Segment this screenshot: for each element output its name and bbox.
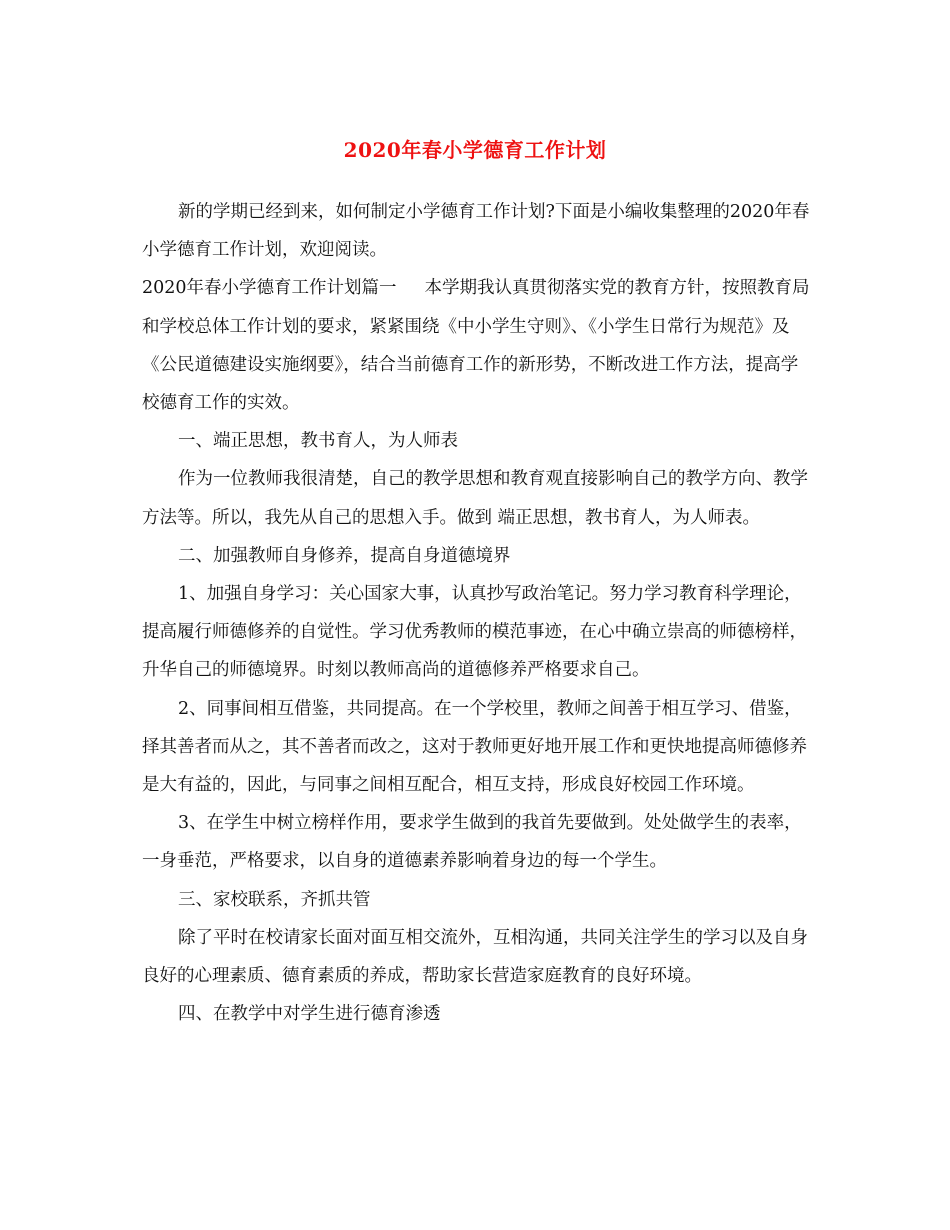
- section-intro-paragraph: [142, 269, 812, 422]
- paragraph: 除了平时在校请家长面对面互相交流外，互相沟通，共同关注学生的学习以及自身良好的心理素质、德育素质的养成，帮助家长营造家庭教育的良好环境。: [142, 927, 808, 987]
- article-heading: 2020年春小学德育工作计划篇一: [142, 278, 397, 299]
- section-heading-4: 四、在教学中对学生进行德育渗透: [178, 1004, 441, 1025]
- section-heading-3: 三、家校联系，齐抓共管: [178, 889, 371, 910]
- intro-paragraph: 新的学期已经到来，如何制定小学德育工作计划?下面是小编收集整理的2020年春小学德育工作计划，欢迎阅读。: [142, 202, 810, 261]
- paragraph: 作为一位教师我很清楚，自己的教学思想和教育观直接影响自己的教学方向、教学方法等。所以，我先从自己的思想入手。做到 端正思想，教书育人，为人师表。: [142, 469, 808, 528]
- article-lead-text: 本学期我认真贯彻落实党的教育方针，按照教育局和学校总体工作计划的要求，紧紧围绕《中小学生守则》、《小学生日常行为规范》及《公民道德建设实施纲要》，结合当前德育工作的新形势，不断改进工作方法，提高学校德育工作的实效。: [142, 278, 810, 414]
- paragraph: 2、同事间相互借鉴，共同提高。在一个学校里，教师之间善于相互学习、借鉴，择其善者而从之，其不善者而改之，这对于教师更好地开展工作和更快地提高师德修养是大有益的，因此，与同事之间相互配合，相互支持，形成良好校园工作环境。: [142, 698, 807, 796]
- section-heading-2: 二、加强教师自身修养，提高自身道德境界: [178, 545, 511, 566]
- paragraph: 3、在学生中树立榜样作用，要求学生做到的我首先要做到。处处做学生的表率，一身垂范，严格要求，以自身的道德素养影响着身边的每一个学生。: [142, 813, 802, 872]
- paragraph: 1、加强自身学习：关心国家大事，认真抄写政治笔记。努力学习教育科学理论，提高履行师德修养的自觉性。学习优秀教师的模范事迹，在心中确立崇高的师德榜样，升华自己的师德境界。时刻以教师高尚的道德修养严格要求自己。: [142, 584, 807, 681]
- page-title: 2020年春小学德育工作计划: [343, 138, 607, 162]
- document-body: [142, 193, 812, 1033]
- section-heading-1: 一、端正思想，教书育人，为人师表: [178, 431, 458, 452]
